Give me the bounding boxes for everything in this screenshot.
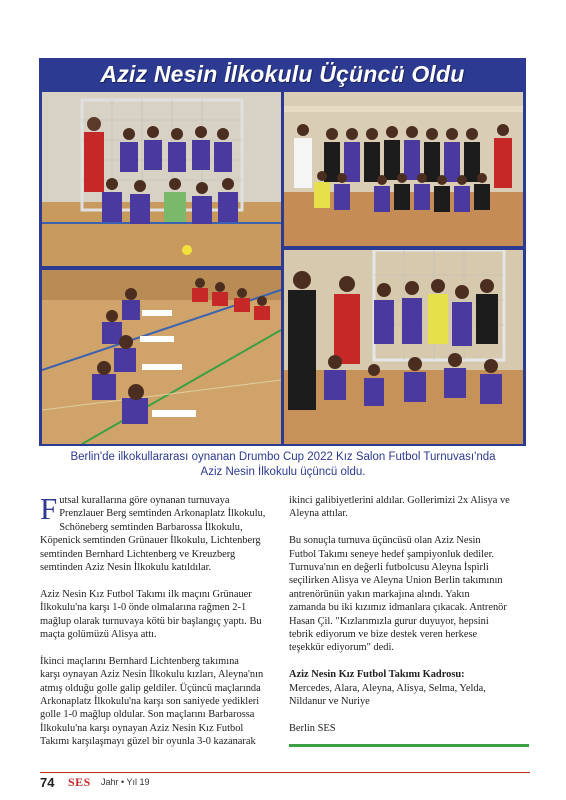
article-paragraph-4 [289,494,529,521]
text-line: maçta golümüzü Alisya attı. [40,629,157,641]
text-line: seçilirken Alisya ve Aleyna Union Berlin takımının [289,575,503,587]
issue-label: Jahr • Yıl 19 [101,777,150,787]
text-line: tebrik ediyorum ve bize destek veren herkese [289,629,478,641]
photo-caption [60,450,506,480]
text-line: Turnuva'nın en değerli futbolcusu Aleyna İspirli [289,562,489,574]
text-line: mağlup olarak turnuvaya kötü bir başlangıç yaptı. Bu [40,615,262,627]
text-line: utsal kurallarına göre oynanan turnuvaya [59,495,230,506]
text-line: İlkokulu'na karşı 1-0 önde olmalarına rağmen 2-1 [40,602,247,614]
text-line: Futbol Takımı seneye hedef şampiyonluk dediler. [289,548,495,560]
text-line: Takımı karşılaşmayı güzel bir oyunla 3-0 kazanarak [40,736,256,748]
text-line: İlkokulu'na karşı oynayan Aziz Nesin Kız Futbol [40,722,244,734]
text-line: ikinci galibiyetlerini aldılar. Gollerimizi 2x Alisya ve [289,495,510,506]
text-line: semtinden Bernhard Lichtenberg ve Kreuzberg [40,548,236,560]
text-line: zamanda bu iki kızımız idmanlara çıkacak. Antrenör [289,602,507,614]
text-line: Bu sonuçla turnuva üçüncüsü olan Aziz Nesin [289,535,481,547]
text-line: antrenörünün yakın markajına alındı. Yakın [289,588,470,600]
article-column-left [40,491,280,762]
signature-paragraph [289,722,529,735]
text-line: Schöneberg semtinden Barbarossa İlkokulu, [59,521,243,533]
article-paragraph-2 [40,588,280,642]
article-paragraph-1 [40,491,280,574]
drop-cap: F [40,491,58,526]
ses-logo: SES [68,775,91,789]
text-line: semtinden Aziz Nesin İlkokulu katıldılar. [40,562,212,574]
text-line: Köpenick semtinden Grünauer İlkokulu, Lichtenberg [40,535,261,547]
caption-line-2: Aziz Nesin İlkokulu üçüncü oldu. [200,466,366,478]
squad-line: Nildanur ve Nuriye [289,696,370,708]
text-line: Aziz Nesin Kız Futbol Takımı ilk maçını Grünauer [40,588,252,600]
photo-team-goal [42,92,281,266]
title-banner [39,58,526,90]
photo-group-trophies [284,92,523,246]
text-line: teşekkür ediyorum" dedi. [289,642,394,654]
page-number: 74 [40,775,55,790]
text-line: Aleyna attılar. [289,508,348,520]
photo-team-coaches [284,250,523,444]
accent-green-rule [289,744,529,747]
text-line: Prenzlauer Berg semtinden Arkonaplatz İlkokulu, [59,508,266,520]
text-line: golle 1-0 mağlup oldular. Son maçlarını Barbarossa [40,709,255,721]
squad-heading: Aziz Nesin Kız Futbol Takımı Kadrosu: [289,669,465,681]
squad-paragraph [289,668,529,708]
photo-grid [39,90,526,446]
photo-players-floor [42,270,281,444]
text-line: Arkonaplatz İlkokulu'na karşı son saniyede yedikleri [40,696,260,708]
article-paragraph-3 [40,655,280,749]
article-paragraph-5 [289,534,529,655]
squad-line: Mercedes, Alara, Aleyna, Alisya, Selma, Yelda, [289,682,486,694]
text-line: Hasan Çil. "Kızlarımızla gurur duyuyor, hepsini [289,615,489,627]
article-signature: Berlin SES [289,722,336,734]
article-column-right [289,494,529,749]
text-line: İkinci maçlarını Bernhard Lichtenberg takımına [40,655,239,667]
footer-rule [40,772,530,773]
text-line: atmış olduğu golle galip geldiler. Üçüncü maçlarında [40,682,261,694]
caption-line-1: Berlin'de ilkokullararası oynanan Drumbo Cup 2022 Kız Salon Futbol Turnuvası'nda [70,451,496,463]
text-line: karşı oynayan Aziz Nesin İlkokulu kızları, Aleyna'nın [40,669,264,681]
article-title: Aziz Nesin İlkokulu Üçüncü Oldu [100,60,465,87]
